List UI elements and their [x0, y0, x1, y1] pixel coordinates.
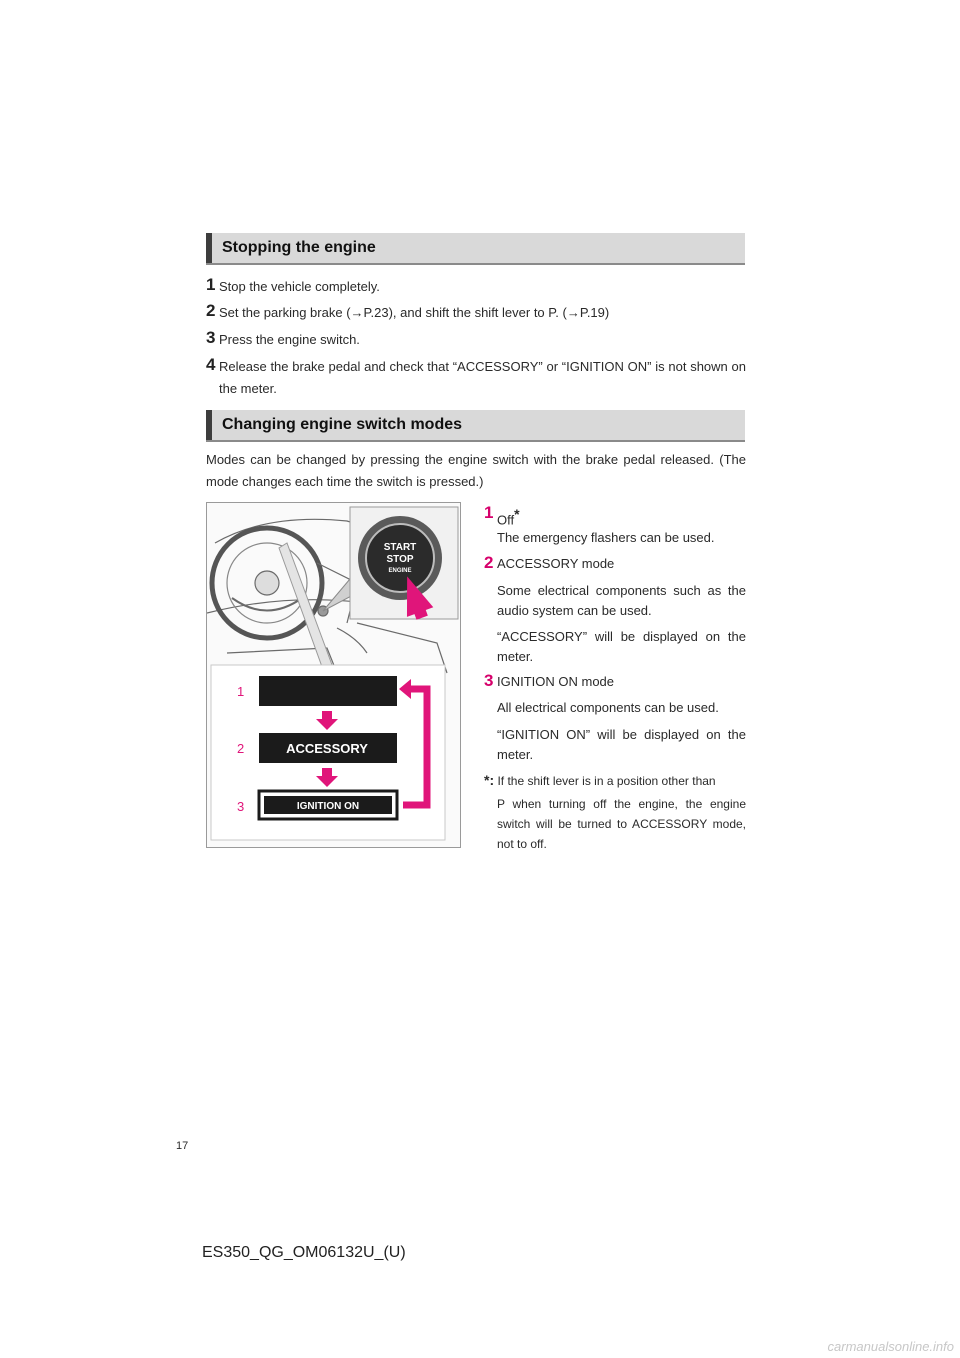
step-4 [206, 356, 746, 400]
mode-label [497, 506, 520, 527]
row-number-1: 1 [237, 684, 245, 699]
step-number: 2 [206, 301, 216, 320]
mode-number: 2 [484, 553, 494, 572]
section-header-changing [206, 410, 745, 442]
step-number: 3 [206, 328, 216, 347]
button-text-start: START [383, 542, 417, 553]
section-title: Stopping the engine [222, 239, 376, 256]
mode-label-text: Off [497, 512, 515, 528]
row-number-2: 2 [237, 741, 245, 756]
section-title: Changing engine switch modes [222, 416, 463, 433]
header-accent-bar [206, 233, 212, 263]
mode-desc: The emergency flashers can be used. [497, 530, 715, 545]
step-3 [206, 329, 746, 351]
step-text: Release the brake pedal and check that “ACCESSORY” or “IGNITION ON” is not shown on the meter. [219, 359, 746, 396]
mode-box-off [259, 676, 397, 706]
footer-brand: carmanualsonline.info [827, 1339, 954, 1354]
step-2 [206, 302, 746, 324]
intro-paragraph: Modes can be changed by pressing the engine switch with the brake pedal released. (The mode changes each time the switch is pressed.) [206, 452, 746, 489]
step-text: Set the parking brake (→P.23), and shift the shift lever to P. (→P.19) [219, 305, 610, 320]
footnote-star: * [514, 506, 520, 522]
footnote [484, 772, 716, 788]
step-number: 4 [206, 355, 216, 374]
footnote-text: If the shift lever is in a position other than [497, 774, 716, 788]
button-text-stop: STOP [386, 554, 414, 565]
mode-desc: Some electrical components such as the audio system can be used. [497, 583, 746, 618]
button-text-engine: ENGINE [388, 568, 412, 574]
mode-number: 1 [484, 503, 494, 522]
document-id: ES350_QG_OM06132U_(U) [202, 1244, 406, 1261]
engine-switch-figure [206, 502, 461, 848]
step-text: Stop the vehicle completely. [219, 279, 380, 294]
mode-label-accessory: ACCESSORY [286, 741, 368, 756]
mode-label: ACCESSORY mode [497, 556, 615, 571]
section-header-stopping [206, 233, 745, 265]
footnote-continued: P when turning off the engine, the engine switch will be turned to ACCESSORY mode, not to off. [497, 797, 746, 851]
step-text: Press the engine switch. [219, 332, 360, 347]
mode-number: 3 [484, 671, 494, 690]
mode-desc: All electrical components can be used. [497, 700, 719, 715]
row-number-3: 3 [237, 799, 245, 814]
header-accent-bar [206, 410, 212, 440]
mode-desc: “ACCESSORY” will be displayed on the meter. [497, 629, 746, 664]
step-1 [206, 276, 746, 298]
step-number: 1 [206, 275, 216, 294]
mode-label-ignition: IGNITION ON [296, 801, 360, 812]
mode-desc: “IGNITION ON” will be displayed on the meter. [497, 727, 746, 762]
footnote-mark: *: [484, 772, 495, 788]
page-number: 17 [176, 1140, 189, 1152]
dashboard-illustration [207, 503, 460, 847]
mode-label: IGNITION ON mode [497, 674, 615, 689]
